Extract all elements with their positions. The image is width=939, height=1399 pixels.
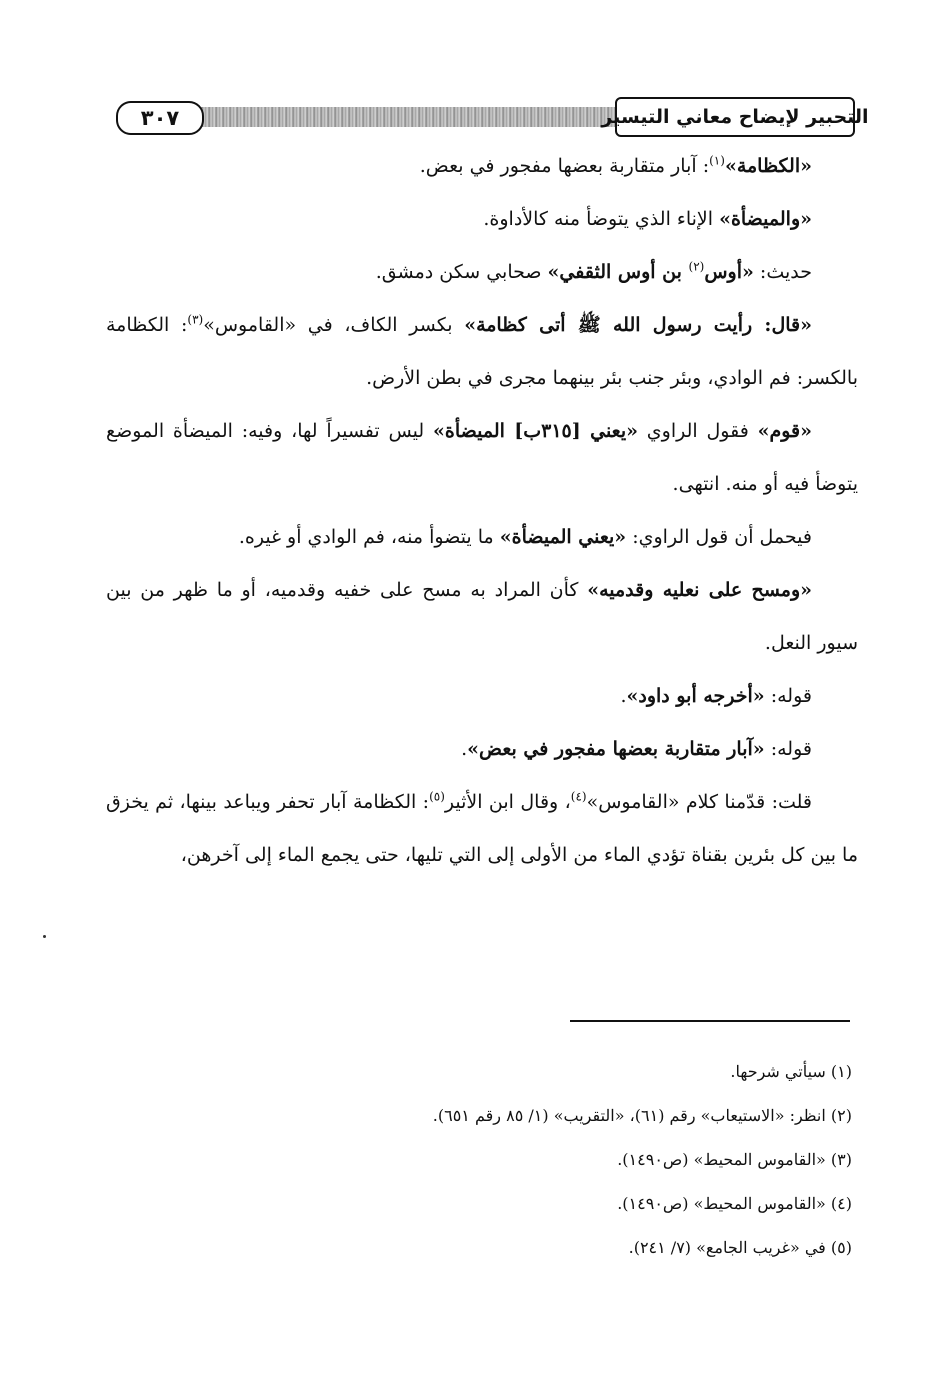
keyword: «يعني الميضأة»	[499, 526, 627, 548]
text: ما يتضوأ منه، فم الوادي أو غيره.	[238, 526, 500, 548]
keyword: «ومسح على نعليه وقدميه»	[587, 579, 812, 601]
header-decorative-strip	[160, 107, 640, 127]
text: فقول الراوي	[638, 420, 758, 442]
text: صحابي سكن دمشق.	[375, 261, 548, 283]
text: حديث:	[753, 261, 812, 283]
paragraph	[106, 405, 858, 511]
text: قلت: قدّمنا كلام «القاموس»	[586, 791, 812, 813]
footnote: (٥) في «غريب الجامع» (٧/ ٢٤١).	[628, 1238, 852, 1257]
footnote-ref: (٤)	[570, 789, 587, 804]
paragraph	[106, 511, 858, 564]
footnote-ref: (٣)	[187, 312, 204, 327]
page-header	[100, 97, 869, 137]
footnote: (٣) «القاموس المحيط» (ص١٤٩٠).	[617, 1150, 852, 1169]
text: بكسر الكاف، في «القاموس»	[203, 314, 465, 336]
paragraph	[106, 246, 858, 299]
text: : الكظامة بالكسر: فم الوادي، وبئر جنب بئر بينهما مجرى في بطن الأرض.	[106, 314, 858, 389]
text: : الكظامة آبار تحفر ويباعد بينها، ثم يخزق ما بين كل بئرين بقناة تؤدي الماء من الأولى إلى التي تليها، حتى يجمع الماء إلى آخرهن،	[106, 791, 858, 866]
footnote-ref: (٢)	[688, 259, 705, 274]
keyword: «آبار متقاربة بعضها مفجور في بعض»	[467, 738, 765, 760]
text: فيحمل أن قول الراوي:	[626, 526, 812, 548]
footnote: (٤) «القاموس المحيط» (ص١٤٩٠).	[617, 1194, 852, 1213]
footnote-ref: (١)	[709, 153, 725, 168]
keyword: «أوس	[704, 261, 754, 283]
paragraph	[106, 299, 858, 405]
text: ليس تفسيراً لها، وفيه: الميضأة الموضع يتوضأ فيه أو منه. انتهى.	[106, 420, 858, 495]
keyword: «يعني [٣١٥ب] الميضأة»	[433, 420, 639, 442]
keyword: «قال: رأيت رسول الله ﷺ أتى كظامة»	[464, 314, 812, 336]
page-number: ٣٠٧	[116, 101, 204, 135]
paragraph	[106, 670, 858, 723]
paragraph	[106, 564, 858, 670]
footnote-separator	[570, 1020, 850, 1022]
text: .	[620, 685, 627, 707]
footnote: (٢) انظر: «الاستيعاب» رقم (٦١)، «التقريب» (١/ ٨٥ رقم ٦٥١).	[432, 1106, 852, 1125]
text: قوله:	[764, 685, 812, 707]
text: الإناء الذي يتوضأ منه كالأداوة.	[483, 208, 720, 230]
text: ، وقال ابن الأثير	[444, 791, 571, 813]
footnote-ref: (٥)	[429, 789, 445, 804]
keyword: «والميضأة»	[719, 208, 812, 230]
keyword: «قوم»	[757, 420, 812, 442]
keyword: «أخرجه أبو داود»	[626, 685, 765, 707]
keyword: بن أوس الثقفي»	[547, 261, 689, 283]
text: قوله:	[764, 738, 812, 760]
paragraph	[106, 140, 858, 193]
footnote: (١) سيأتي شرحها.	[730, 1062, 852, 1081]
keyword: «الكظامة»	[724, 155, 812, 177]
footnotes	[300, 1050, 852, 1270]
paragraph	[106, 776, 858, 882]
scan-speck	[43, 935, 46, 938]
paragraph	[106, 723, 858, 776]
book-title: التحبير لإيضاح معاني التيسير	[615, 97, 855, 137]
paragraph	[106, 193, 858, 246]
text: .	[461, 738, 468, 760]
main-text	[106, 140, 858, 882]
text: : آبار متقاربة بعضها مفجور في بعض.	[419, 155, 710, 177]
text: كأن المراد به مسح على خفيه وقدميه، أو ما ظهر من بين سيور النعل.	[106, 579, 858, 654]
